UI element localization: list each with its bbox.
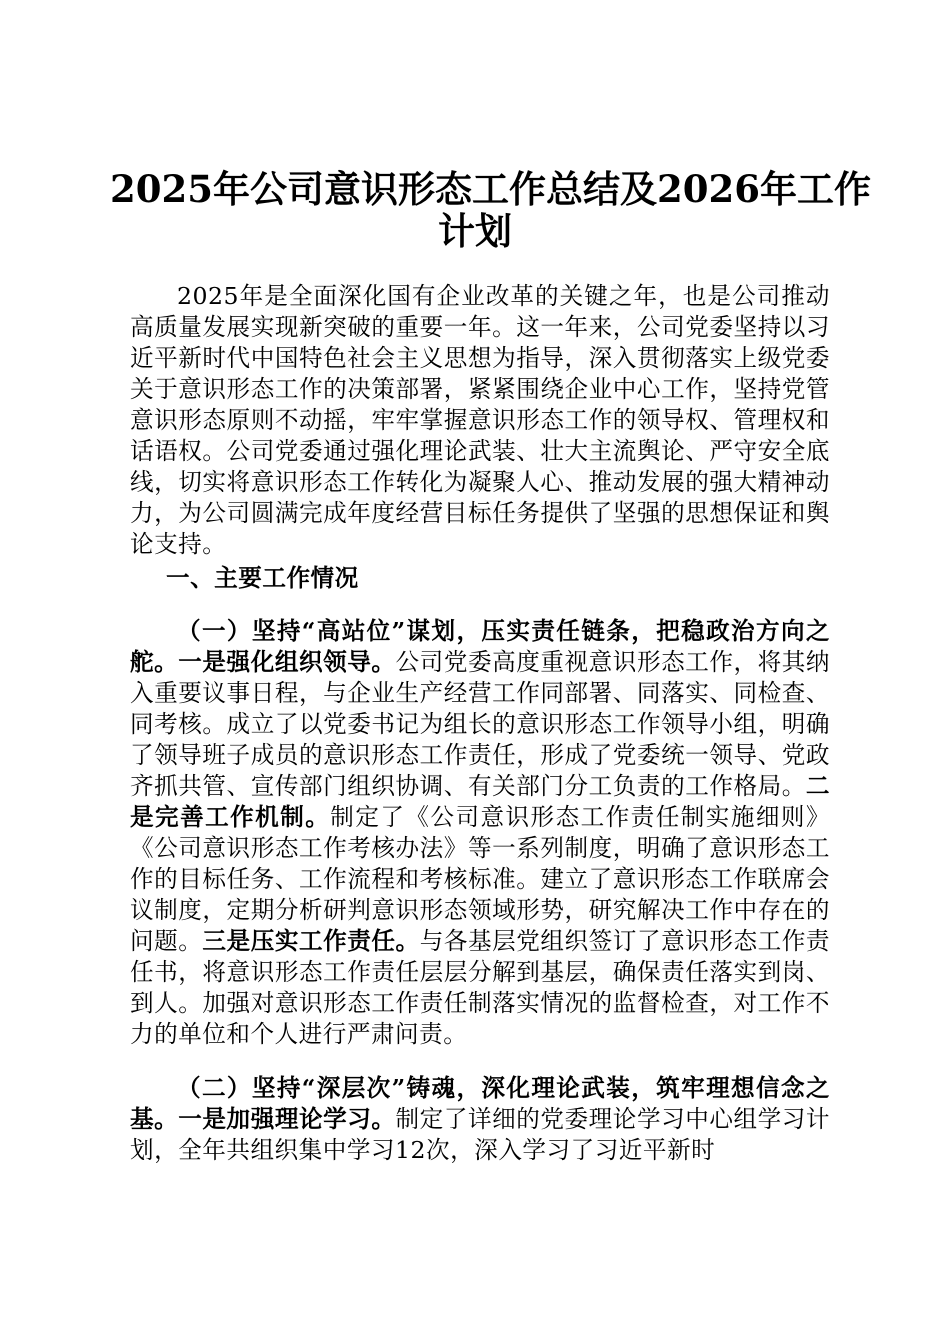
section1-point2-title: 二是完善工作机制。 [130, 772, 830, 831]
section1-point3-title: 三是压实工作责任。 [202, 927, 420, 955]
section-heading-main-work: 一、主要工作情况 [166, 564, 359, 592]
intro-paragraph: 2025年是全面深化国有企业改革的关键之年，也是公司推动高质量发展实现新突破的重要一年。这一年来，公司党委坚持以习近平新时代中国特色社会主义思想为指导，深入贯彻落实上级党委关于意识形态工作的决策部署，紧紧围绕企业中心工作，坚持党管意识形态原则不动摇，牢牢掌握意识形态工作的领导权、管理权和话语权。公司党委通过强化理论武装、壮大主流舆论、严守安全底线，切实将意识形态工作转化为凝聚人心、推动发展的强大精神动力，为公司圆满完成年度经营目标任务提供了坚强的思想保证和舆论支持。 [130, 282, 830, 558]
section2-point1-title: 一是加强理论学习。 [178, 1105, 396, 1133]
section1-point1-title: 一是强化组织领导。 [178, 648, 396, 676]
section2-paragraph [130, 1073, 830, 1166]
section1-heading: （一）坚持“高站位”谋划，压实责任链条，把稳政治方向之舵。 [130, 617, 830, 676]
title-line-2: 计划 [438, 209, 512, 253]
section1-point3-text: 与各基层党组织签订了意识形态工作责任书，将意识形态工作责任层层分解到基层，确保责任落实到岗、到人。加强对意识形态工作责任制落实情况的监督检查，对工作不力的单位和个人进行严肃问责。 [130, 927, 831, 1048]
document-title [110, 167, 871, 253]
section2-point1-text: 制定了详细的党委理论学习中心组学习计划，全年共组织集中学习12次，深入学习了习近平新时 [130, 1105, 831, 1164]
section2-heading: （二）坚持“深层次”铸魂，深化理论武装，筑牢理想信念之基。 [130, 1074, 830, 1133]
section1-point2-text: 制定了《公司意识形态工作责任制实施细则》《公司意识形态工作考核办法》等一系列制度，明确了意识形态工作的目标任务、工作流程和考核标准。建立了意识形态工作联席会议制度，定期分析研判意识形态领域形势，研究解决工作中存在的问题。 [130, 803, 831, 955]
section1-paragraph [130, 616, 830, 1050]
title-line-1: 2025年公司意识形态工作总结及2026年工作 [110, 167, 871, 211]
section1-point1-text: 公司党委高度重视意识形态工作，将其纳入重要议事日程，与企业生产经营工作同部署、同落实、同检查、同考核。成立了以党委书记为组长的意识形态工作领导小组，明确了领导班子成员的意识形态工作责任，形成了党委统一领导、党政齐抓共管、宣传部门组织协调、有关部门分工负责的工作格局。 [130, 648, 831, 800]
